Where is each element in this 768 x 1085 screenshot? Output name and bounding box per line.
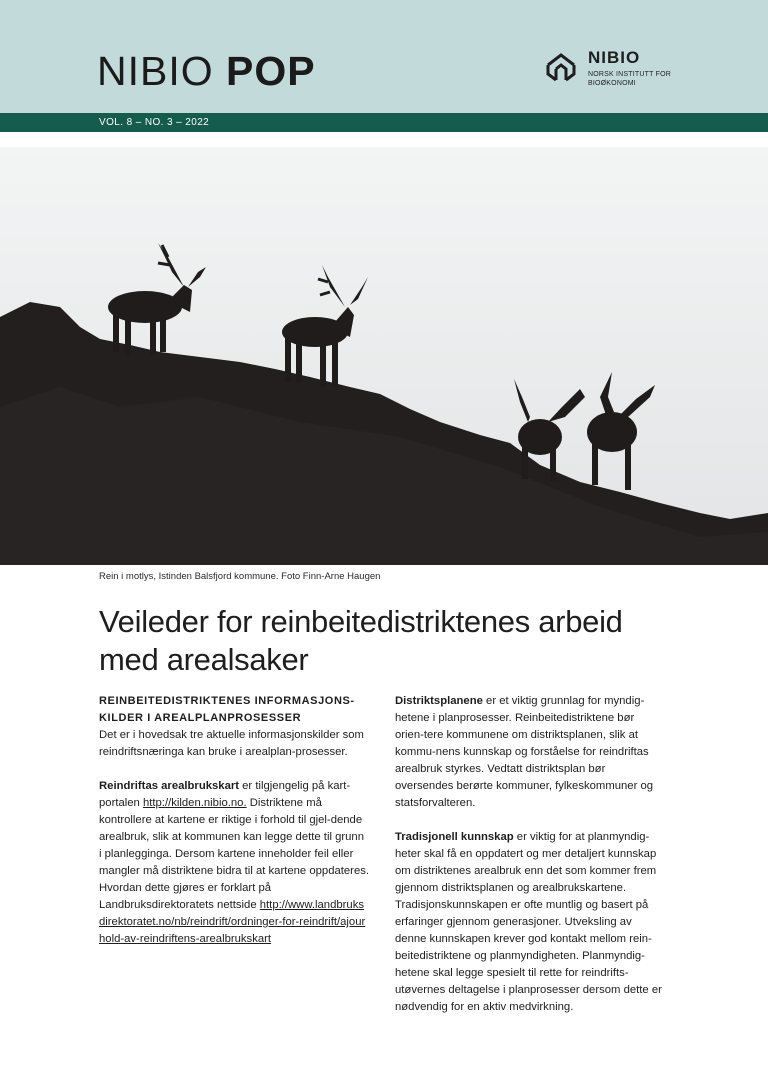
brand-series: POP	[226, 48, 316, 94]
publication-name	[97, 47, 316, 95]
paragraph-arealbrukskart	[99, 778, 369, 948]
term-tradisjonell-kunnskap: Tradisjonell kunnskap	[395, 831, 514, 843]
paragraph-text: er et viktig grunnlag for myndig-hetene i planprosesser. Reinbeitedistriktene bør orien-tere kommunene om distriktsplanen, slik at kommu-nens kunnskap og forståelse for reindriftas arealbruk styrkes. Vedtatt distriktsplan bør oversendes berørte kommuner, fylkeskommuner og statsforvalteren.	[395, 695, 654, 809]
logo-name: NIBIO	[588, 48, 641, 67]
intro-text: Det er i hovedsak tre aktuelle informasjonskilder som reindriftsnæringa kan bruke i arealplan-prosesser.	[99, 729, 364, 758]
photo-caption: Rein i motlys, Istinden Balsfjord kommune. Foto Finn-Arne Haugen	[99, 571, 381, 582]
section-intro	[99, 693, 369, 761]
logo-subtitle: NORSK INSTITUTT FOR BIOØKONOMI	[588, 71, 672, 87]
term-distriktsplanene: Distriktsplanene	[395, 695, 483, 707]
term-arealbrukskart: Reindriftas arealbrukskart	[99, 780, 240, 792]
volume-label: VOL. 8 – NO. 3 – 2022	[99, 117, 210, 128]
nibio-logo	[542, 48, 672, 90]
brand-name: NIBIO	[97, 48, 214, 94]
paragraph-text: er tilgjengelig på kart-portalen	[99, 780, 351, 809]
left-column	[99, 693, 369, 965]
right-column	[395, 693, 665, 1033]
paragraph-text: Distriktene må kontrollere at kartene er riktige i forhold til gjel-dende arealbruk, slik at kommunen kan legge dette til grunn i planlegginga. Dersom kartene inneholder feil eller mangler må distriktene bidra til at kartene oppdateres. Hvordan dette gjøres er forklart på Landbruksdirektoratets nettside	[99, 797, 370, 911]
article-title: Veileder for reinbeitedistriktenes arbeid med arealsaker	[99, 604, 623, 677]
kilden-link[interactable]: http://kilden.nibio.no.	[142, 797, 247, 809]
reindeer-photo	[0, 147, 768, 565]
volume-bar	[0, 113, 768, 132]
paragraph-distriktsplanene	[395, 693, 665, 812]
landbruksdirektoratet-link[interactable]: http://www.landbruksdirektoratet.no/nb/reindrift/ordninger-for-reindrift/ajourhold-av-reindriftens-arealbrukskart	[99, 899, 366, 945]
nibio-logo-icon	[542, 50, 580, 88]
paragraph-text: er viktig for at planmyndig-heter skal få en oppdatert og mer detaljert kunnskap om distriktenes arealbruk enn det som kommer frem gjennom distriktsplanen og arealbrukskartene. Tradisjonskunnskapen er ofte muntlig og basert på erfaringer gjennom generasjoner. Utveksling av denne kunnskapen krever god kontakt mellom rein-beitedistriktene og planmyndigheten. Planmyndig-hetene skal legge spesielt til rette for reindrifts-utøvernes deltagelse i planprosesser dersom dette er nødvendig for en aktiv medvirkning.	[395, 831, 662, 1013]
paragraph-tradisjonell-kunnskap	[395, 829, 665, 1016]
section-heading: REINBEITEDISTRIKTENES INFORMASJONS-KILDER I AREALPLANPROSESSER	[99, 695, 355, 724]
reindeer-silhouette-illustration	[0, 147, 768, 565]
masthead	[0, 0, 768, 113]
